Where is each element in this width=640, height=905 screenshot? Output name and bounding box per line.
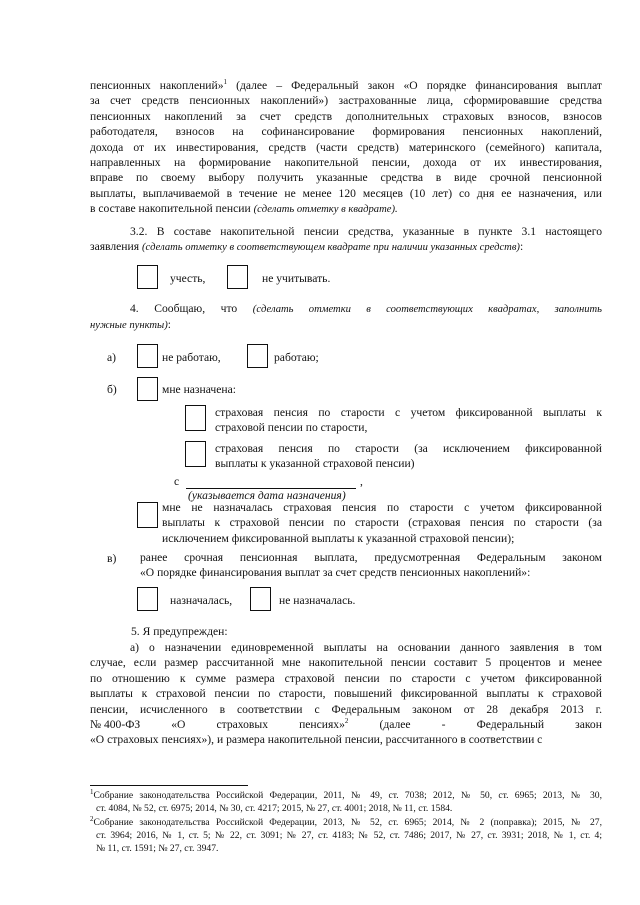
paragraph-3-1-continuation (90, 78, 602, 218)
date-from-label: с (174, 475, 180, 488)
text-line: случае, если размер рассчитанной мне накопительной пенсии составит 5 процентов и менее (90, 656, 602, 670)
instruction-note: нужные пункты) (90, 320, 168, 332)
option-insurance-pension-without-fixed-checkbox[interactable] (185, 441, 206, 467)
paragraph-3-2 (90, 224, 602, 256)
text-line (90, 78, 602, 93)
item-a-letter: а) (107, 351, 117, 364)
text-line (90, 301, 602, 317)
option-insurance-pension-without-fixed-text (215, 441, 602, 472)
text-line: ст. 4084, № 52, ст. 6975; 2014, № 30, ст. 4217; 2015, № 27, ст. 4001; 2018, № 11, ст. 1584. (96, 803, 453, 814)
text-line: страховой пенсии по старости, (215, 421, 368, 435)
working-label: работаю; (274, 351, 319, 364)
item-v-letter: в) (107, 552, 117, 565)
text-line: выплаты к страховой пенсии по старости (страховая пенсия по старости (за (162, 516, 602, 530)
text-line: за счет средств пенсионных накоплений») застрахованные лица, сформировавшие средства (90, 94, 602, 108)
text-fragment (299, 717, 348, 732)
pension-assigned-label: мне назначена: (162, 383, 236, 396)
not-working-checkbox[interactable] (137, 344, 158, 368)
text-line: «О страховых пенсиях»), и размера накопительной пенсии, рассчитанного в соответствии с (90, 733, 543, 747)
text-fragment: в составе накопительной пенсии (90, 202, 254, 216)
text-line: страховая пенсия по старости (за исключением фиксированной (215, 442, 602, 455)
consider-checkbox[interactable] (137, 265, 158, 289)
section-5-heading: 5. Я предупрежден: (131, 625, 228, 638)
text-line: ст. 3964; 2016, № 1, ст. 5; № 22, ст. 3091; № 27, ст. 4183; № 52, ст. 7486; 2017, № 27, ст. 3931; 2018, № 1, ст. 4; (96, 830, 602, 841)
not-working-label: не работаю, (162, 351, 221, 364)
footnote-2 (90, 816, 602, 855)
text-fragment: Федеральный (476, 718, 545, 732)
text-fragment: - (441, 718, 446, 732)
text-fragment: пенсиях» (299, 718, 345, 732)
footnote-ref: 1 (223, 78, 228, 87)
instruction-note: (сделать отметку в соответствующем квадрате при наличии указанных средств) (141, 242, 520, 254)
pension-not-assigned-checkbox[interactable] (137, 502, 158, 528)
text-fragment: закон (575, 718, 602, 732)
text-fragment: (далее – Федеральный закон «О порядке финансирования выплат (227, 79, 602, 92)
payment-assigned-checkbox[interactable] (137, 587, 158, 611)
text-line: по отношению к сумме размера страховой пенсии по старости с учетом фиксированной (90, 671, 602, 685)
text-fragment: : (519, 240, 524, 254)
footnote-divider (90, 785, 248, 786)
text-line (90, 789, 602, 802)
consider-label: учесть, (170, 272, 206, 285)
payment-not-assigned-checkbox[interactable] (250, 587, 271, 611)
text-line: пенсионных накоплений за счет средств дополнительных страховых взносов, взносов (90, 109, 602, 123)
footnote-number: 1 (90, 787, 94, 796)
paragraph-4 (90, 301, 602, 334)
text-line: выплаты, выплачиваемой в течение не менее 120 месяцев (10 лет) со дня ее назначения, или (90, 186, 602, 200)
footnote-ref: 2 (344, 717, 349, 726)
text-line (90, 717, 602, 732)
text-fragment: страховых (216, 718, 268, 732)
text-line (90, 239, 602, 255)
text-line (90, 816, 602, 829)
text-fragment: (далее (379, 718, 411, 732)
assignment-date-field[interactable] (186, 474, 356, 489)
text-line (90, 201, 602, 217)
text-line: исключением фиксированной выплаты к указанной страховой пенсии); (162, 531, 515, 545)
not-consider-checkbox[interactable] (227, 265, 248, 289)
text-line: пенсии, исчисленного в соответствии с Федеральным законом от 28 декабря 2013 г. (90, 702, 602, 716)
payment-not-assigned-label: не назначалась. (279, 594, 356, 607)
text-line: выплаты к указанной страховой пенсии) (215, 457, 415, 471)
payment-assigned-label: назначалась, (170, 594, 233, 607)
footnote-1 (90, 789, 602, 815)
text-fragment: «О (171, 718, 186, 732)
date-comma: , (360, 475, 363, 488)
text-line: выплаты к страховой пенсии по старости, повышений фиксированной выплаты к страховой (90, 687, 602, 701)
item-v-text (140, 550, 602, 581)
instruction-note: (сделать отметки в соответствующих квадратах, заполнить (252, 304, 602, 315)
paragraph-5a (90, 640, 602, 748)
not-consider-label: не учитывать. (262, 272, 331, 285)
footnote-number: 2 (90, 814, 94, 823)
pension-assigned-checkbox[interactable] (137, 377, 158, 401)
instruction-note: (сделать отметку в квадрате). (253, 204, 398, 216)
text-fragment: 4. Сообщаю, что (130, 302, 253, 315)
text-line: а) о назначении единовременной выплаты на основании данного заявления в том (130, 641, 602, 654)
text-line: направленных на формирование накопительной пенсии, дохода от их инвестирования, (90, 156, 602, 170)
text-line: страховая пенсия по старости с учетом фиксированной выплаты к (215, 406, 602, 419)
text-line: № 11, ст. 1591; № 27, ст. 3947. (96, 843, 219, 854)
text-line: ранее срочная пенсионная выплата, предусмотренная Федеральным законом (140, 551, 602, 564)
text-fragment: : (167, 318, 171, 332)
option-insurance-pension-with-fixed-text (215, 405, 602, 436)
text-fragment: заявления (90, 240, 142, 254)
text-fragment: пенсионных накоплений» (90, 79, 224, 92)
working-checkbox[interactable] (247, 344, 268, 368)
text-line (90, 317, 602, 333)
text-fragment: № 400-ФЗ (90, 718, 141, 732)
text-fragment: Собрание законодательства Российской Федерации, 2011, № 49, ст. 7038; 2012, № 50, ст. 6965; 2013, № 30, (93, 790, 602, 801)
option-insurance-pension-with-fixed-checkbox[interactable] (185, 405, 206, 431)
pension-not-assigned-text (162, 500, 602, 546)
text-line: «О порядке финансирования выплат за счет средств пенсионных накоплений»: (140, 566, 531, 580)
text-line: мне не назначалась страховая пенсия по старости с учетом фиксированной (162, 501, 602, 514)
item-b-letter: б) (107, 383, 117, 396)
text-line: 3.2. В составе накопительной пенсии средства, указанные в пункте 3.1 настоящего (130, 225, 602, 238)
text-line: работодателя, взносов на софинансирование формирования пенсионных накоплений, (90, 125, 602, 139)
text-line: дохода от их инвестирования, средств (части средств) материнского (семейного) капитала, (90, 140, 602, 154)
date-hint: (указывается дата назначения) (188, 489, 346, 502)
text-fragment: Собрание законодательства Российской Федерации, 2013, № 52, ст. 6965; 2014, № 2 (поправка); 2015, № 27, (93, 817, 602, 828)
text-line: вправе по своему выбору получить указанные средства в виде срочной пенсионной (90, 171, 602, 185)
